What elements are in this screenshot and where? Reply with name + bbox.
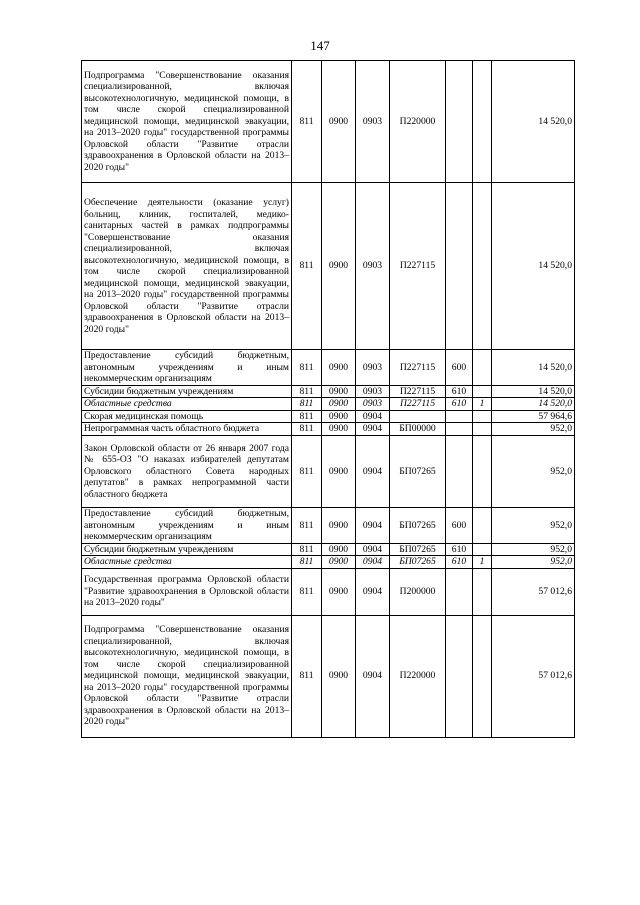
- row-name: Областные средства: [82, 398, 292, 411]
- row-subsection-code: 0904: [356, 568, 390, 615]
- row-fund-code: [473, 385, 492, 398]
- row-target-code: БП07265: [390, 543, 446, 556]
- row-ministry-code: 811: [292, 385, 322, 398]
- row-target-code: П227115: [390, 350, 446, 386]
- row-amount: 952,0: [492, 543, 575, 556]
- row-fund-code: [473, 436, 492, 508]
- row-expense-type-code: [446, 61, 473, 183]
- row-ministry-code: 811: [292, 183, 322, 350]
- row-expense-type-code: 600: [446, 350, 473, 386]
- row-amount: 952,0: [492, 508, 575, 544]
- row-ministry-code: 811: [292, 423, 322, 436]
- row-fund-code: 1: [473, 556, 492, 569]
- row-subsection-code: 0904: [356, 615, 390, 737]
- table-row: [82, 615, 575, 737]
- row-section-code: 0900: [322, 410, 356, 423]
- row-subsection-code: 0903: [356, 183, 390, 350]
- row-section-code: 0900: [322, 543, 356, 556]
- budget-table: [81, 60, 575, 738]
- row-target-code: П200000: [390, 568, 446, 615]
- row-amount: 57 964,6: [492, 410, 575, 423]
- row-fund-code: [473, 423, 492, 436]
- row-section-code: 0900: [322, 615, 356, 737]
- row-fund-code: 1: [473, 398, 492, 411]
- row-ministry-code: 811: [292, 568, 322, 615]
- row-target-code: П227115: [390, 398, 446, 411]
- row-amount: 57 012,6: [492, 615, 575, 737]
- row-ministry-code: 811: [292, 436, 322, 508]
- row-expense-type-code: [446, 436, 473, 508]
- row-subsection-code: 0903: [356, 350, 390, 386]
- row-target-code: БП07265: [390, 508, 446, 544]
- table-row: [82, 398, 575, 411]
- row-subsection-code: 0904: [356, 436, 390, 508]
- row-expense-type-code: [446, 423, 473, 436]
- row-fund-code: [473, 183, 492, 350]
- row-amount: 14 520,0: [492, 61, 575, 183]
- row-fund-code: [473, 543, 492, 556]
- row-name: Субсидии бюджетным учреждениям: [82, 543, 292, 556]
- row-name: Предоставление субсидий бюджетным, автономным учреждениям и иным некоммерческим организациям: [82, 508, 292, 544]
- row-fund-code: [473, 61, 492, 183]
- row-name: Областные средства: [82, 556, 292, 569]
- row-target-code: П227115: [390, 183, 446, 350]
- row-section-code: 0900: [322, 556, 356, 569]
- table-row: [82, 350, 575, 386]
- row-ministry-code: 811: [292, 543, 322, 556]
- row-name: Подпрограмма "Совершенствование оказания специализированной, включая высокотехнологичную, медицинской помощи, в том числе скорой специализированной медицинской помощи, медицинской эвакуации, на 2013–2020 годы" государственной программы Орловской области "Развитие отрасли здравоохранения в Орловской области на 2013–2020 годы": [82, 615, 292, 737]
- row-ministry-code: 811: [292, 350, 322, 386]
- row-subsection-code: 0903: [356, 385, 390, 398]
- row-name: Подпрограмма "Совершенствование оказания специализированной, включая высокотехнологичную, медицинской помощи, в том числе скорой специализированной медицинской помощи, медицинской эвакуации, на 2013–2020 годы" государственной программы Орловской области "Развитие отрасли здравоохранения в Орловской области на 2013–2020 годы": [82, 61, 292, 183]
- row-expense-type-code: 610: [446, 398, 473, 411]
- row-subsection-code: 0904: [356, 423, 390, 436]
- row-amount: 952,0: [492, 556, 575, 569]
- row-fund-code: [473, 508, 492, 544]
- row-ministry-code: 811: [292, 615, 322, 737]
- row-name: Закон Орловской области от 26 января 2007 года № 655-ОЗ "О наказах избирателей депутатам Орловского областного Совета народных депутатов" в рамках непрограммной части областного бюджета: [82, 436, 292, 508]
- budget-table-body: [82, 61, 575, 738]
- row-subsection-code: 0904: [356, 410, 390, 423]
- table-row: [82, 61, 575, 183]
- row-section-code: 0900: [322, 568, 356, 615]
- row-amount: 14 520,0: [492, 385, 575, 398]
- row-fund-code: [473, 410, 492, 423]
- row-subsection-code: 0903: [356, 61, 390, 183]
- table-row: [82, 436, 575, 508]
- row-target-code: БП07265: [390, 556, 446, 569]
- table-row: [82, 410, 575, 423]
- row-subsection-code: 0904: [356, 508, 390, 544]
- row-subsection-code: 0903: [356, 398, 390, 411]
- row-fund-code: [473, 568, 492, 615]
- row-expense-type-code: 610: [446, 556, 473, 569]
- row-expense-type-code: 600: [446, 508, 473, 544]
- row-fund-code: [473, 615, 492, 737]
- row-amount: 952,0: [492, 436, 575, 508]
- table-row: [82, 568, 575, 615]
- row-name: Государственная программа Орловской области "Развитие здравоохранения в Орловской области на 2013–2020 годы": [82, 568, 292, 615]
- table-row: [82, 508, 575, 544]
- table-row: [82, 556, 575, 569]
- page-number: 147: [310, 38, 330, 53]
- row-target-code: П227115: [390, 385, 446, 398]
- row-amount: 57 012,6: [492, 568, 575, 615]
- row-amount: 14 520,0: [492, 183, 575, 350]
- row-expense-type-code: 610: [446, 385, 473, 398]
- row-target-code: П220000: [390, 61, 446, 183]
- row-section-code: 0900: [322, 398, 356, 411]
- row-ministry-code: 811: [292, 508, 322, 544]
- row-section-code: 0900: [322, 183, 356, 350]
- table-row: [82, 543, 575, 556]
- row-ministry-code: 811: [292, 61, 322, 183]
- row-name: Скорая медицинская помощь: [82, 410, 292, 423]
- row-expense-type-code: [446, 568, 473, 615]
- row-section-code: 0900: [322, 436, 356, 508]
- table-row: [82, 423, 575, 436]
- row-target-code: БП00000: [390, 423, 446, 436]
- row-fund-code: [473, 350, 492, 386]
- row-section-code: 0900: [322, 350, 356, 386]
- row-expense-type-code: [446, 615, 473, 737]
- row-amount: 14 520,0: [492, 398, 575, 411]
- row-ministry-code: 811: [292, 556, 322, 569]
- row-expense-type-code: [446, 183, 473, 350]
- row-name: Предоставление субсидий бюджетным, автономным учреждениям и иным некоммерческим организациям: [82, 350, 292, 386]
- row-ministry-code: 811: [292, 410, 322, 423]
- row-target-code: П220000: [390, 615, 446, 737]
- row-subsection-code: 0904: [356, 543, 390, 556]
- row-name: Субсидии бюджетным учреждениям: [82, 385, 292, 398]
- row-section-code: 0900: [322, 385, 356, 398]
- row-section-code: 0900: [322, 423, 356, 436]
- row-name: Непрограммная часть областного бюджета: [82, 423, 292, 436]
- row-name: Обеспечение деятельности (оказание услуг) больниц, клиник, госпиталей, медико-санитарных частей в рамках подпрограммы "Совершенствование оказания специализированной, включая высокотехнологичную, медицинской помощи, в том числе скорой специализированной медицинской помощи, медицинской эвакуации, на 2013–2020 годы" государственной программы Орловской области "Развитие отрасли здравоохранения в Орловской области на 2013–2020 годы": [82, 183, 292, 350]
- row-ministry-code: 811: [292, 398, 322, 411]
- row-target-code: БП07265: [390, 436, 446, 508]
- table-row: [82, 183, 575, 350]
- row-amount: 14 520,0: [492, 350, 575, 386]
- row-expense-type-code: [446, 410, 473, 423]
- row-section-code: 0900: [322, 508, 356, 544]
- row-section-code: 0900: [322, 61, 356, 183]
- row-subsection-code: 0904: [356, 556, 390, 569]
- row-expense-type-code: 610: [446, 543, 473, 556]
- row-amount: 952,0: [492, 423, 575, 436]
- row-target-code: [390, 410, 446, 423]
- table-row: [82, 385, 575, 398]
